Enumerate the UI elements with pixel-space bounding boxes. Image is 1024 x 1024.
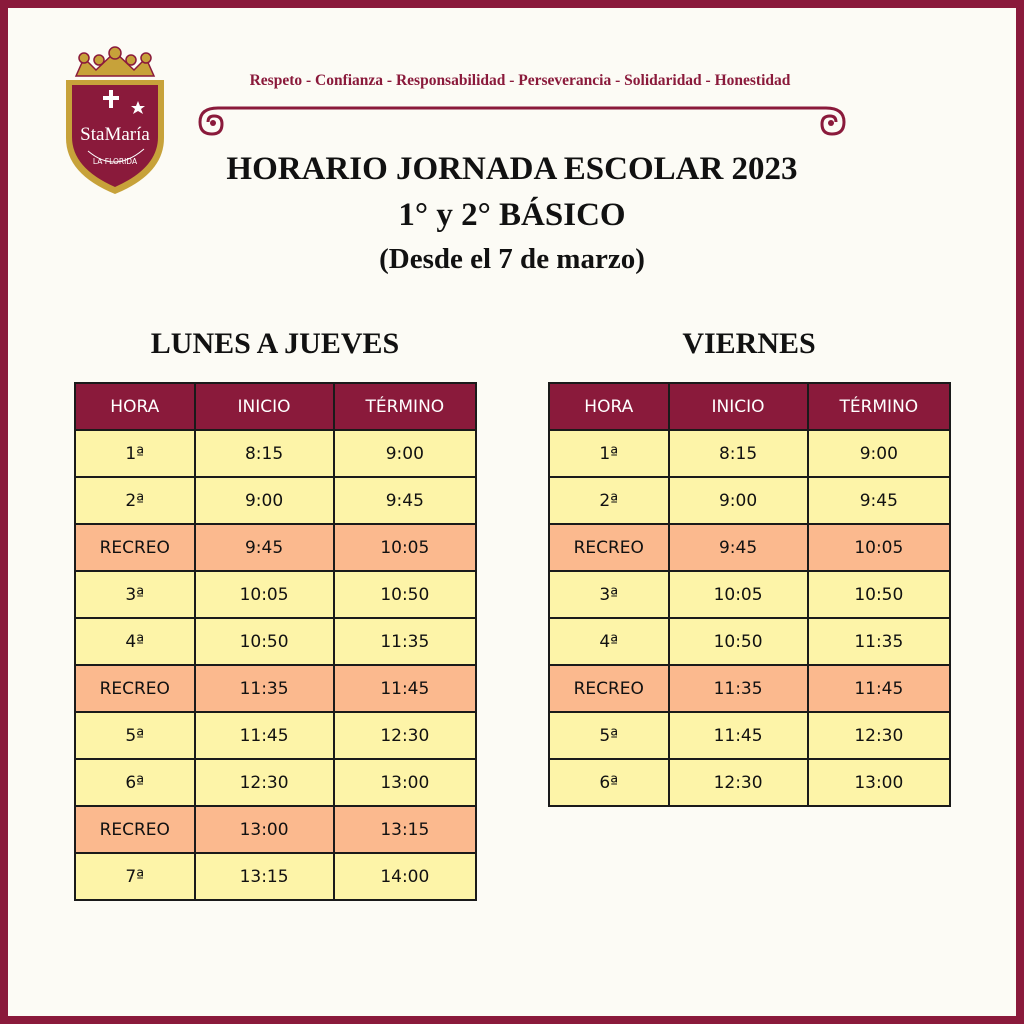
cell-hora: 6ª bbox=[549, 759, 669, 806]
cell-hora: 4ª bbox=[549, 618, 669, 665]
schedule-table-viernes bbox=[548, 382, 951, 807]
table-row bbox=[75, 712, 476, 759]
table-row bbox=[549, 571, 950, 618]
cell-inicio: 9:45 bbox=[195, 524, 334, 571]
section-title-viernes: VIERNES bbox=[682, 327, 816, 360]
cell-inicio: 10:50 bbox=[195, 618, 334, 665]
cell-hora: 4ª bbox=[75, 618, 195, 665]
cell-inicio: 12:30 bbox=[669, 759, 808, 806]
cell-inicio: 10:05 bbox=[195, 571, 334, 618]
recess-row bbox=[75, 665, 476, 712]
table-row bbox=[75, 853, 476, 900]
cell-termino: 11:35 bbox=[334, 618, 476, 665]
recess-row bbox=[549, 524, 950, 571]
cell-termino: 10:05 bbox=[334, 524, 476, 571]
cell-termino: 11:35 bbox=[808, 618, 950, 665]
section-title-lunes-a-jueves: LUNES A JUEVES bbox=[150, 327, 400, 360]
table-header-row bbox=[75, 383, 476, 430]
cell-hora: 3ª bbox=[75, 571, 195, 618]
cell-termino: 12:30 bbox=[808, 712, 950, 759]
title-line-3: (Desde el 7 de marzo) bbox=[379, 243, 645, 275]
cell-termino: 13:00 bbox=[334, 759, 476, 806]
cell-inicio: 11:35 bbox=[195, 665, 334, 712]
cell-termino: 13:00 bbox=[808, 759, 950, 806]
logo-name: StaMaría bbox=[80, 124, 150, 145]
cell-inicio: 11:45 bbox=[195, 712, 334, 759]
cell-inicio: 8:15 bbox=[195, 430, 334, 477]
cell-termino: 9:45 bbox=[334, 477, 476, 524]
cell-inicio: 11:45 bbox=[669, 712, 808, 759]
poster bbox=[8, 8, 1016, 1016]
cell-hora: 7ª bbox=[75, 853, 195, 900]
title-line-2: 1° y 2° BÁSICO bbox=[398, 197, 626, 233]
schedule-table-lunes-a-jueves bbox=[74, 382, 477, 901]
table-row bbox=[549, 759, 950, 806]
table-row bbox=[75, 571, 476, 618]
cell-termino: 12:30 bbox=[334, 712, 476, 759]
cell-termino: 11:45 bbox=[808, 665, 950, 712]
cell-termino: 9:00 bbox=[334, 430, 476, 477]
cell-hora: RECREO bbox=[549, 524, 669, 571]
cell-inicio: 9:45 bbox=[669, 524, 808, 571]
recess-row bbox=[75, 806, 476, 853]
cell-hora: 2ª bbox=[549, 477, 669, 524]
recess-row bbox=[549, 665, 950, 712]
header-inicio: INICIO bbox=[195, 383, 334, 430]
table-row bbox=[549, 430, 950, 477]
cell-hora: RECREO bbox=[549, 665, 669, 712]
cell-hora: 3ª bbox=[549, 571, 669, 618]
cell-hora: RECREO bbox=[75, 665, 195, 712]
cell-termino: 10:50 bbox=[808, 571, 950, 618]
cell-inicio: 8:15 bbox=[669, 430, 808, 477]
cell-hora: 5ª bbox=[549, 712, 669, 759]
header-termino: TÉRMINO bbox=[334, 383, 476, 430]
cell-inicio: 10:50 bbox=[669, 618, 808, 665]
cell-inicio: 9:00 bbox=[669, 477, 808, 524]
cell-hora: 6ª bbox=[75, 759, 195, 806]
table-row bbox=[75, 618, 476, 665]
cell-inicio: 9:00 bbox=[195, 477, 334, 524]
ornamental-divider bbox=[194, 102, 850, 138]
cell-inicio: 12:30 bbox=[195, 759, 334, 806]
cell-hora: 1ª bbox=[549, 430, 669, 477]
cell-termino: 14:00 bbox=[334, 853, 476, 900]
cell-termino: 10:05 bbox=[808, 524, 950, 571]
title-line-1: HORARIO JORNADA ESCOLAR 2023 bbox=[226, 151, 798, 187]
table-row bbox=[549, 477, 950, 524]
logo-subtitle: LA FLORIDA bbox=[92, 157, 138, 166]
cell-inicio: 11:35 bbox=[669, 665, 808, 712]
values-line: Respeto - Confianza - Responsabilidad - Perseverancia - Solidaridad - Honestidad bbox=[249, 72, 791, 89]
cell-inicio: 13:15 bbox=[195, 853, 334, 900]
header-hora: HORA bbox=[549, 383, 669, 430]
recess-row bbox=[75, 524, 476, 571]
cell-termino: 11:45 bbox=[334, 665, 476, 712]
table-row bbox=[75, 430, 476, 477]
cell-hora: RECREO bbox=[75, 524, 195, 571]
table-row bbox=[549, 618, 950, 665]
cell-hora: 2ª bbox=[75, 477, 195, 524]
header-hora: HORA bbox=[75, 383, 195, 430]
table-row bbox=[75, 759, 476, 806]
cell-termino: 9:45 bbox=[808, 477, 950, 524]
table-row bbox=[549, 712, 950, 759]
cell-hora: RECREO bbox=[75, 806, 195, 853]
cell-hora: 5ª bbox=[75, 712, 195, 759]
cell-termino: 9:00 bbox=[808, 430, 950, 477]
cell-inicio: 10:05 bbox=[669, 571, 808, 618]
table-header-row bbox=[549, 383, 950, 430]
table-row bbox=[75, 477, 476, 524]
header-inicio: INICIO bbox=[669, 383, 808, 430]
cell-hora: 1ª bbox=[75, 430, 195, 477]
cell-termino: 13:15 bbox=[334, 806, 476, 853]
header-termino: TÉRMINO bbox=[808, 383, 950, 430]
cell-inicio: 13:00 bbox=[195, 806, 334, 853]
cell-termino: 10:50 bbox=[334, 571, 476, 618]
